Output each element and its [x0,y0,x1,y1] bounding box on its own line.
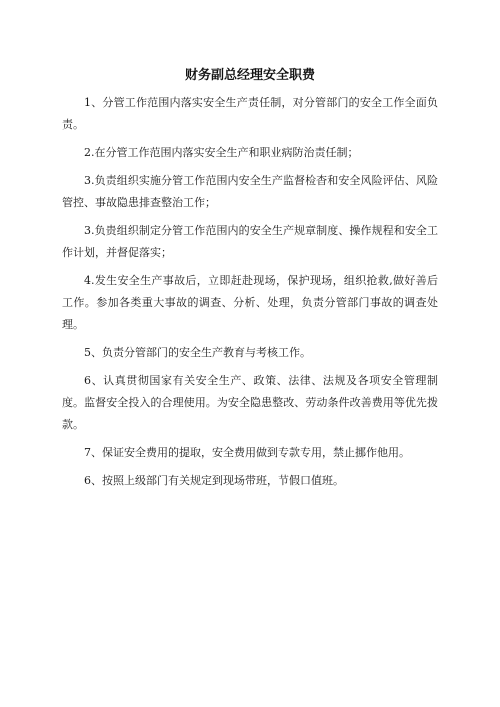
duty-item-6: 5、负责分管部门的安全生产教育与考核工作。 [84,346,311,359]
duty-item-5: 4.发生安全生产事故后，立即赶赴现场，保护现场，组织抢救,做好善后工作。参加各类重大事故的调查、分析、处理，负责分管部门事故的调查处理。 [62,274,438,331]
duty-item-8: 7、保证安全费用的提取，安全费用做到专款专用，禁止挪作他用。 [84,446,410,459]
duty-list [62,92,438,498]
duty-item-4: 3.负贵组织制定分管工作范围内的安全生产规章制度、操作规程和安全工作计划，并督促落实； [62,224,438,259]
duty-item-9: 6、按照上级部门有关规定到现场带班，节假口值班。 [84,474,344,487]
duty-item-7: 6、认真贯彻国家有关安全生产、政策、法律、法规及各项安全管理制度。监督安全投入的合理使用。为安全隐患整改、劳动条件改善费用等优先拨款。 [62,374,438,431]
document-title: 财务副总经理安全职费 [184,68,315,83]
duty-item-2: 2.在分管工作范围内落实安全生产和职业病防治责任制； [84,146,359,159]
duty-item-1: 1、分管工作范围内落实安全生产责任制，对分管部门的安全工作全面负责。 [62,96,438,131]
duty-item-3: 3.负责组织实施分管工作范围内安全生产监督检杳和安全风险评估、风险管控、事故隐患排查整治工作； [62,174,438,209]
